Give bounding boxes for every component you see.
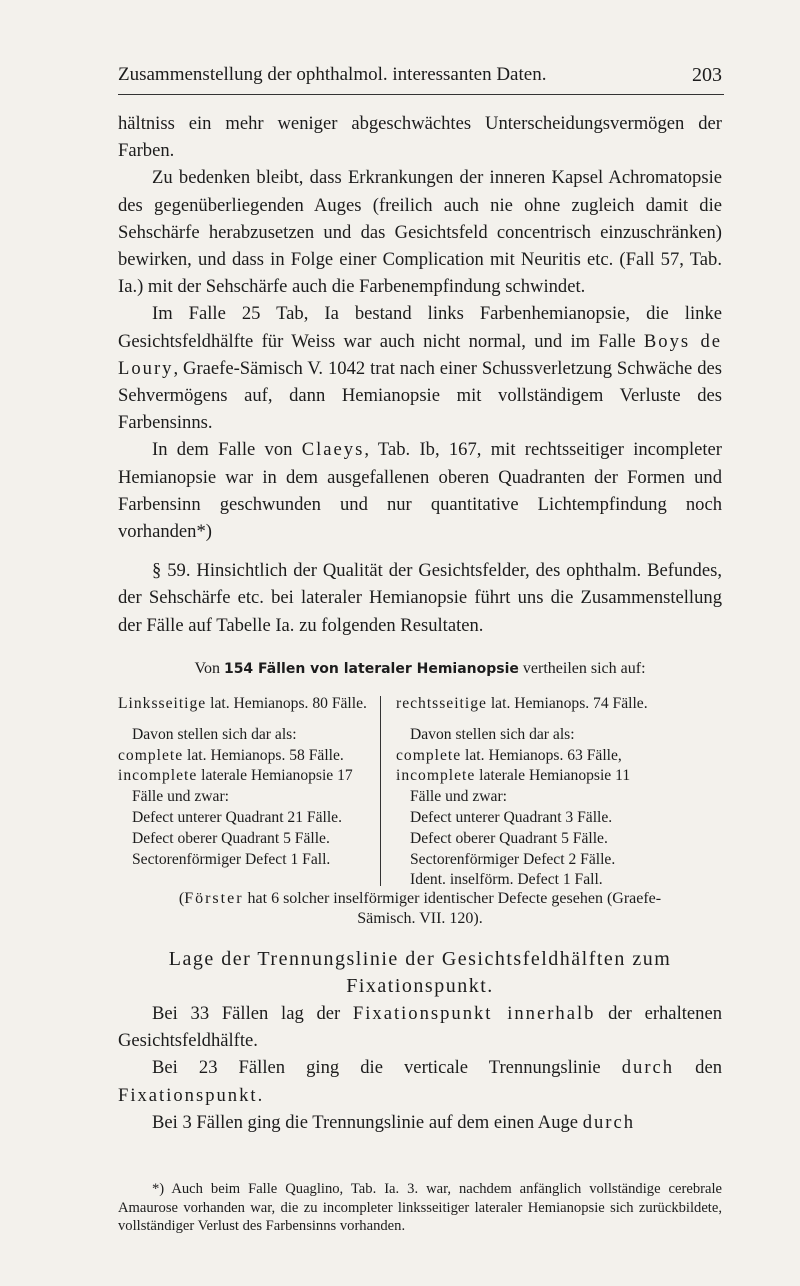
paragraph-33-faelle [118, 1000, 722, 1054]
footnote-text: *) Auch beim Falle Quaglino, Tab. Ia. 3. war, nachdem anfänglich vollständige cerebrale Amaurose vorhanden war, die zu incompleter linksseitiger lateraler Hemianopsie sich zurückbildete, vollständiger Verlust des Farbensinns vorhanden. [118, 1181, 722, 1234]
right-item: Defect unterer Quadrant 3 Fälle. [410, 808, 613, 826]
author-name-claeys: Claeys [301, 439, 365, 461]
right-heading [396, 694, 734, 715]
left-complete-rest: lat. Hemianops. 58 Fälle. [183, 746, 344, 764]
left-heading-spaced: Linksseitige [118, 695, 207, 712]
left-heading-rest: lat. Hemianops. 80 Fälle. [206, 695, 367, 712]
left-heading [118, 694, 380, 715]
section-title-line-1: Lage der Trennungslinie der Gesichtsfeldhälften zum [168, 948, 672, 970]
caption-prefix: Von [194, 660, 220, 677]
table-column-left [118, 694, 380, 870]
paragraph-3-faelle [118, 1109, 722, 1136]
table-column-right [388, 694, 734, 891]
emphasis-fixationspunkt-innerhalb: Fixationspunkt innerhalb [352, 1003, 596, 1024]
right-incomplete-spaced: incomplete [396, 767, 476, 785]
author-name-boys-de-loury: Boys de Loury [118, 330, 722, 379]
caption-suffix: vertheilen sich auf: [522, 660, 646, 677]
paragraph-2: Zu bedenken bleibt, dass Erkrankungen der inneren Kapsel Achromatopsie des gegenüberliegenden Auges (freilich auch nie ohne zugleich damit die Sehschärfe herabzusetzen und das Gesichtsfeld concentrisch einzuschränken) bewirken, und dass in Folge einer Complication mit Neuritis etc. (Fall 57, Tab. Ia.) mit der Sehschärfe auch die Farbenempfindung schwindet. [118, 167, 722, 298]
paragraph-23-faelle [118, 1054, 722, 1108]
right-complete-spaced: complete [396, 746, 462, 764]
text-a: Bei 3 Fällen ging die Trennungslinie auf dem einen Auge [152, 1111, 583, 1133]
left-line-complete [118, 746, 380, 767]
right-line-faelle: Fälle und zwar: [410, 788, 507, 806]
paragraph-3-text-b: , Graefe-Sämisch V. 1042 trat nach einer Schussverletzung Schwäche des Sehvermögens auf, dann Hemianopsie mit vollständigem Verluste des Farbensinns. [118, 357, 722, 434]
hemianopsie-table [118, 694, 726, 889]
right-item: Ident. inselförm. Defect 1 Fall. [410, 871, 603, 889]
page-number: 203 [692, 64, 722, 86]
text-c: . [257, 1084, 263, 1106]
column-divider [380, 696, 381, 886]
emphasis-fixationspunkt: Fixationspunkt [118, 1084, 258, 1106]
paragraph-gap [118, 545, 722, 557]
right-line-incomplete [396, 766, 734, 787]
right-incomplete-rest: laterale Hemianopsie 11 [475, 767, 631, 785]
section-title [118, 946, 722, 1000]
running-header [118, 64, 722, 104]
left-item: Defect unterer Quadrant 21 Fälle. [132, 808, 342, 826]
left-item: Defect oberer Quadrant 5 Fälle. [132, 829, 330, 847]
paragraph-section-59: § 59. Hinsichtlich der Qualität der Gesichtsfelder, des ophthalm. Befundes, der Sehschärfe etc. bei lateraler Hemianopsie führt uns die Zusammenstellung der Fälle auf Tabelle Ia. zu folgenden Resultaten. [118, 560, 722, 636]
table-caption [118, 660, 722, 678]
left-line-incomplete [118, 766, 380, 787]
text-a: Bei 33 Fällen lag der [152, 1003, 353, 1024]
spacer [396, 715, 734, 725]
right-heading-rest: lat. Hemianops. 74 Fälle. [486, 695, 648, 712]
paragraph-1: hältniss ein mehr weniger abgeschwächtes Unterscheidungsvermögen der Farben. [118, 113, 722, 162]
author-name-foerster: Förster [184, 890, 244, 907]
right-complete-rest: lat. Hemianops. 63 Fälle, [461, 746, 622, 764]
section-text [118, 1000, 722, 1136]
paragraph-3-text-a: Im Falle 25 Tab, Ia bestand links Farbenhemianopsie, die linke Gesichtsfeldhälfte für Weiss war auch nicht normal, und im Falle [118, 303, 722, 352]
emphasis-durch: durch [621, 1057, 675, 1079]
spacer [118, 715, 380, 725]
note-text: hat 6 solcher inselförmiger identischer Defecte gesehen (Graefe-Sämisch. VII. 120). [243, 890, 662, 927]
paragraph-3 [118, 300, 722, 436]
main-text [118, 110, 722, 639]
paragraph-4-text-a: In dem Falle von [152, 439, 302, 461]
paragraph-4 [118, 436, 722, 545]
left-item: Sectorenförmiger Defect 1 Fall. [132, 850, 331, 868]
header-rule [118, 94, 724, 95]
right-heading-spaced: rechtsseitige [396, 695, 487, 712]
left-complete-spaced: complete [118, 746, 184, 764]
right-subheading: Davon stellen sich dar als: [410, 725, 575, 743]
emphasis-durch: durch [582, 1111, 636, 1133]
left-incomplete-rest: laterale Hemianopsie 17 [197, 767, 353, 785]
foerster-note: (Förster hat 6 solcher inselförmiger identischer Defecte gesehen (Graefe-Sämisch. VII. 120). [178, 890, 662, 927]
running-title: Zusammenstellung der ophthalmol. interessanten Daten. [118, 64, 547, 85]
footnote [118, 1180, 722, 1236]
right-item: Sectorenförmiger Defect 2 Fälle. [410, 850, 616, 868]
section-title-line-2: Fixationspunkt. [346, 975, 494, 997]
left-line-faelle: Fälle und zwar: [132, 788, 229, 806]
caption-bold: 154 Fällen von lateraler Hemianopsie [223, 661, 519, 677]
right-item: Defect oberer Quadrant 5 Fälle. [410, 829, 608, 847]
paragraph-4-text-b: , Tab. Ib, 167, mit rechtsseitiger incompleter Hemianopsie war in dem ausgefallenen oberen Quadranten der Formen und Farbensinn geschwunden und nur quantitative Lichtempfindung noch vorhanden*) [118, 439, 723, 543]
text-b: den [674, 1057, 722, 1079]
text-b: der erhaltenen Gesichtsfeldhälfte. [118, 1003, 722, 1052]
text-a: Bei 23 Fällen ging die verticale Trennungslinie [152, 1057, 622, 1079]
right-line-complete [396, 746, 734, 767]
left-incomplete-spaced: incomplete [118, 767, 198, 785]
left-subheading: Davon stellen sich dar als: [132, 725, 297, 743]
